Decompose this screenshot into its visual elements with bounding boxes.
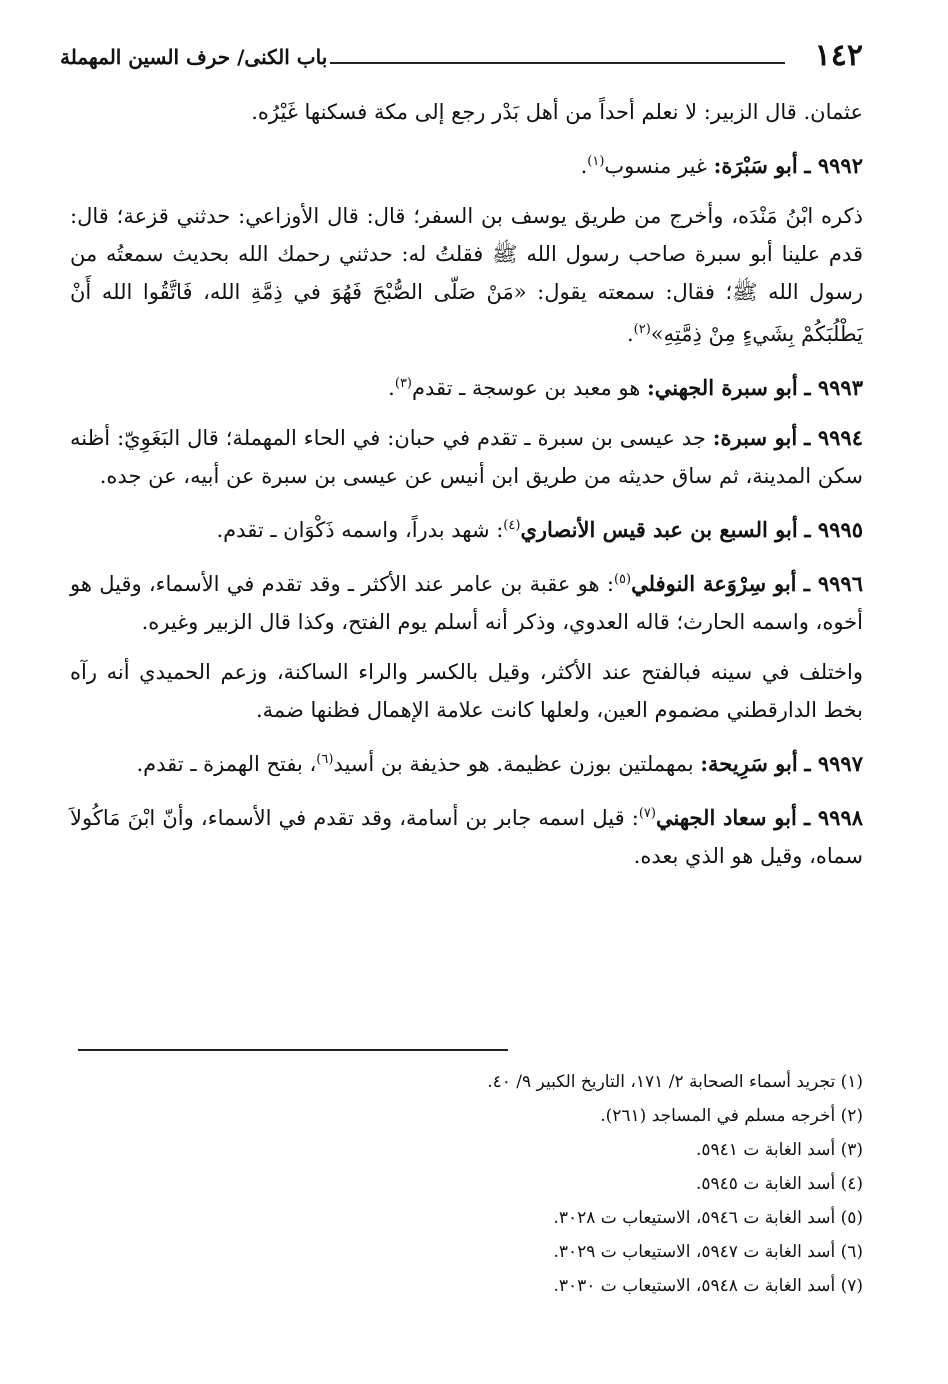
running-title: باب الكنى/ حرف السين المهملة bbox=[60, 45, 328, 69]
entry-9998 bbox=[70, 795, 863, 875]
paragraph-discussion bbox=[70, 653, 863, 729]
paragraph-text: عثمان. قال الزبير: لا نعلم أحداً من أهل بَدْر رجع إلى مكة فسكنها غَيْرُه. bbox=[251, 100, 863, 124]
entry-number: ٩٩٩٥ ـ bbox=[804, 517, 863, 542]
paragraph-hadith bbox=[70, 197, 863, 353]
entry-9997 bbox=[70, 741, 863, 783]
entry-number: ٩٩٩٧ ـ bbox=[804, 751, 863, 776]
entry-text: بمهملتين بوزن عظيمة. هو حذيفة بن أسيد bbox=[333, 752, 701, 776]
entry-title: أبو السبع بن عبد قيس الأنصاري bbox=[520, 517, 798, 542]
entry-title: أبو سَبْرَة: bbox=[713, 153, 798, 178]
entry-number: ٩٩٩٣ ـ bbox=[804, 375, 863, 400]
entry-number: ٩٩٩٢ ـ bbox=[804, 153, 863, 178]
entry-title: أبو سعاد الجهني bbox=[655, 805, 797, 830]
entry-9993 bbox=[70, 365, 863, 407]
entry-text: : قيل اسمه جابر بن أسامة، وقد تقدم في الأسماء، وأنّ ابْنَ مَاكُولاَ سماه، وقيل هو الذي بعده. bbox=[70, 806, 863, 868]
page-header bbox=[60, 38, 863, 74]
entry-9995 bbox=[70, 507, 863, 549]
footnote-ref[interactable]: (٢) bbox=[633, 322, 651, 337]
main-text bbox=[70, 93, 863, 887]
footnote: (١) تجريد أسماء الصحابة ٢/ ١٧١، التاريخ الكبير ٩/ ٤٠. bbox=[487, 1072, 863, 1092]
entry-number: ٩٩٩٦ ـ bbox=[803, 571, 863, 596]
entry-title: أبو سَرِيحة: bbox=[700, 751, 798, 776]
footnotes bbox=[80, 1065, 863, 1303]
entry-text: هو معبد بن عوسجة ـ تقدم bbox=[412, 376, 647, 400]
entry-9996 bbox=[70, 561, 863, 641]
entry-text: غير منسوب bbox=[604, 154, 714, 178]
footnote: (٢) أخرجه مسلم في المساجد (٢٦١). bbox=[600, 1106, 863, 1126]
paragraph-text: ذكره ابْنُ مَنْدَه، وأخرج من طريق يوسف بن السفر؛ قال: قال الأوزاعي: حدثني قزعة؛ قال: قدم علينا أبو سبرة صاحب رسول الله ﷺ فقلتُ له: حدثني رحمك الله بحديث سمعتُه من رسول الله ﷺ؛ فقال: سمعته يقول: «مَنْ صَلّى الصُّبْحَ فَهُوَ في ذِمَّةِ الله، فَاتَّقُوا الله أَنْ يَطْلُبَكُمْ بِشَيءٍ مِنْ ذِمَّتِهِ» bbox=[70, 204, 863, 346]
entry-tail: . bbox=[580, 154, 588, 178]
paragraph-text: واختلف في سينه فبالفتح عند الأكثر، وقيل بالكسر والراء الساكنة، وزعم الحميدي أنه رآه بخط الدارقطني مضموم العين، ولعلها كانت علامة الإهمال فظنها ضمة. bbox=[70, 660, 863, 722]
entry-9992 bbox=[70, 143, 863, 185]
footnote: (٦) أسد الغابة ت ٥٩٤٧، الاستيعاب ت ٣٠٢٩. bbox=[553, 1242, 863, 1262]
entry-tail: . bbox=[388, 376, 395, 400]
footnote-ref[interactable]: (٤) bbox=[503, 518, 521, 533]
entry-number: ٩٩٩٨ ـ bbox=[803, 805, 863, 830]
paragraph-continuation bbox=[70, 93, 863, 131]
entry-number: ٩٩٩٤ ـ bbox=[804, 425, 863, 450]
entry-title: أبو سبرة الجهني: bbox=[646, 375, 798, 400]
footnote-ref[interactable]: (٦) bbox=[316, 752, 334, 767]
entry-title: أبو سبرة: bbox=[712, 425, 798, 450]
footnote-rule bbox=[78, 1049, 508, 1051]
entry-text: : هو عقبة بن عامر عند الأكثر ـ وقد تقدم في الأسماء، وقيل هو أخوه، واسمه الحارث؛ قاله العدوي، وذكر أنه أسلم يوم الفتح، وكذا قال الزبير وغيره. bbox=[70, 572, 863, 634]
entry-9994 bbox=[70, 419, 863, 495]
entry-title: أبو سِرْوَعة النوفلي bbox=[631, 571, 797, 596]
entry-text: : شهد بدراً، واسمه ذَكْوَان ـ تقدم. bbox=[216, 518, 504, 542]
footnote-ref[interactable]: (١) bbox=[587, 154, 605, 169]
entry-tail: ، بفتح الهمزة ـ تقدم. bbox=[136, 752, 317, 776]
footnote: (٥) أسد الغابة ت ٥٩٤٦، الاستيعاب ت ٣٠٢٨. bbox=[553, 1208, 863, 1228]
page-number: ١٤٢ bbox=[814, 38, 863, 73]
entry-text: جد عيسى بن سبرة ـ تقدم في حبان: في الحاء المهملة؛ قال البَغَوِيّ: أظنه سكن المدينة، ثم ساق حديثه من طريق ابن أنيس عن عيسى بن سبرة عن أبيه، عن جده. bbox=[70, 426, 863, 488]
paragraph-tail: . bbox=[626, 322, 634, 346]
footnote-ref[interactable]: (٥) bbox=[613, 572, 632, 587]
footnote-ref[interactable]: (٧) bbox=[638, 806, 656, 821]
footnote: (٤) أسد الغابة ت ٥٩٤٥. bbox=[696, 1174, 863, 1194]
footnote: (٧) أسد الغابة ت ٥٩٤٨، الاستيعاب ت ٣٠٣٠. bbox=[553, 1276, 863, 1296]
header-rule bbox=[330, 62, 785, 64]
footnote-ref[interactable]: (٣) bbox=[394, 376, 412, 391]
footnote: (٣) أسد الغابة ت ٥٩٤١. bbox=[696, 1140, 863, 1160]
